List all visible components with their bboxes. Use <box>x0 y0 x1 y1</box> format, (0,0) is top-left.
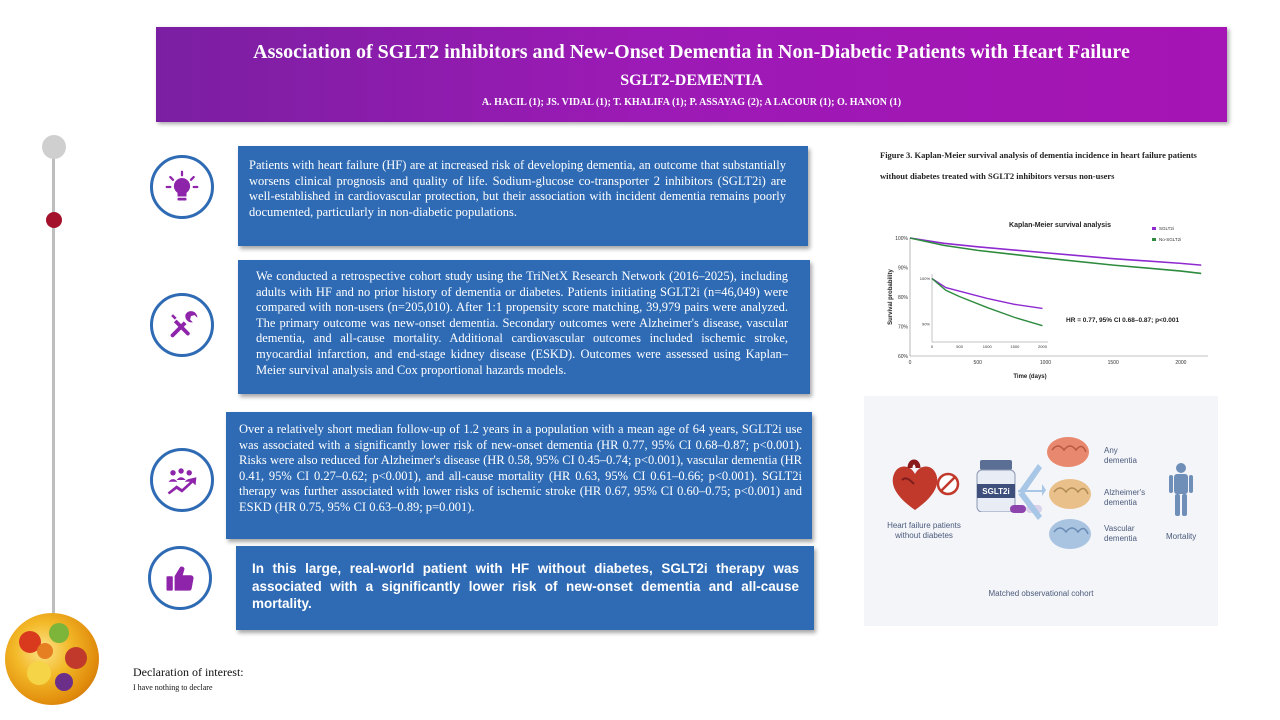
growth-chart-icon <box>164 462 200 498</box>
cohort-label: Matched observational cohort <box>988 589 1094 598</box>
x-tick-label: 2000 <box>1175 360 1187 366</box>
legend-swatch <box>1152 227 1156 230</box>
y-tick-label: 100% <box>895 236 908 242</box>
brain-icon-1 <box>1046 436 1090 468</box>
methods-icon-circle <box>150 293 214 357</box>
inset-y-tick-label: 100% <box>919 276 930 282</box>
mortality-label: Mortality <box>1166 532 1197 541</box>
inset-x-tick-label: 1000 <box>982 344 992 349</box>
outcome-any-dementia: Any dementia <box>1104 446 1137 465</box>
graphical-abstract <box>864 396 1218 626</box>
timeline-dot-grey <box>42 135 66 159</box>
no-sugar-icon <box>936 472 960 496</box>
series-line-no-sglt2i <box>910 238 1201 273</box>
tools-icon <box>164 307 200 343</box>
chart-main-plot <box>895 236 1208 366</box>
brain-icon-3 <box>1048 518 1092 550</box>
conclusion-icon-circle <box>148 546 212 610</box>
inset-x-tick-label: 1500 <box>1010 344 1020 349</box>
legend-label: No-SGLT2i <box>1159 237 1182 242</box>
drug-label: SGLT2i <box>982 487 1010 496</box>
kaplan-meier-chart <box>870 212 1230 382</box>
timeline-dot-red <box>46 212 62 228</box>
inset-series-line-no-sglt2i <box>932 279 1042 326</box>
results-icon-circle <box>150 448 214 512</box>
y-tick-label: 80% <box>897 295 908 301</box>
legend-label: SGLT2i <box>1159 226 1174 231</box>
declaration-text: I have nothing to declare <box>133 683 213 692</box>
x-tick-label: 1500 <box>1107 360 1119 366</box>
outcome-vascular-dementia: Vascular dementia <box>1104 524 1137 543</box>
x-tick-label: 0 <box>908 360 912 366</box>
conclusion-panel <box>236 546 814 630</box>
outcome-alzheimers: Alzheimer's dementia <box>1104 488 1146 507</box>
introduction-icon-circle <box>150 155 214 219</box>
poster-authors: A. HACIL (1); JS. VIDAL (1); T. KHALIFA (1); P. ASSAYAG (2); A LACOUR (1); O. HANON (1) <box>481 97 902 108</box>
chart-annotation: HR = 0.77, 95% CI 0.68–0.87; p<0.001 <box>1066 317 1180 324</box>
declaration-title: Declaration of interest: <box>133 665 244 679</box>
human-figure-icon <box>1168 462 1194 518</box>
chart-title: Kaplan-Meier survival analysis <box>1009 222 1111 229</box>
inset-x-tick-label: 500 <box>956 344 963 349</box>
lightbulb-icon <box>164 169 200 205</box>
outcome-arrows <box>1016 450 1046 530</box>
header-banner <box>156 27 1227 122</box>
figure-caption <box>880 145 1240 187</box>
methods-panel <box>238 260 810 394</box>
chart-ylabel: Survival probability <box>888 269 894 325</box>
y-tick-label: 90% <box>897 265 908 272</box>
chart-legend <box>1152 226 1181 242</box>
introduction-panel <box>238 146 808 246</box>
x-tick-label: 500 <box>973 360 982 366</box>
chart-inset-plot <box>920 274 1048 349</box>
brain-icon-2 <box>1048 478 1092 510</box>
thumbs-up-icon <box>162 560 198 596</box>
heart-icon <box>890 458 940 514</box>
conclusion-text: In this large, real-world patient with HF without diabetes, SGLT2i therapy was associated with a significantly lower risk of new-onset dementia and all-cause mortality. <box>252 561 799 611</box>
patients-label: Heart failure patients without diabetes <box>887 521 961 540</box>
figure-caption-line-2: without diabetes treated with SGLT2 inhibitors versus non-users <box>880 171 1115 181</box>
inset-y-tick-label: 90% <box>921 321 930 327</box>
poster-subtitle: SGLT2-DEMENTIA <box>620 72 763 89</box>
series-line-sglt2i <box>910 238 1201 265</box>
results-panel <box>226 412 812 539</box>
poster-title: Association of SGLT2 inhibitors and New-Onset Dementia in Non-Diabetic Patients with Heart Failure <box>253 41 1130 63</box>
inset-x-tick-label: 0 <box>930 344 934 349</box>
inset-series-line-sglt2i <box>932 279 1042 309</box>
y-tick-label: 70% <box>897 324 908 331</box>
declaration <box>133 665 244 692</box>
methods-text: We conducted a retrospective cohort study using the TriNetX Research Network (2016–2025), including adults with HF and no prior history of dementia or diabetes. Patients initiating SGLT2i (n=46,049) were compared with non-users (n=205,010). After 1:1 propensity score matching, 39,979 pairs were analyzed. The primary outcome was new-onset dementia. Secondary outcomes were Alzheimer's disease, vascular dementia, and all-cause mortality. Additional cardiovascular outcomes included ischemic stroke, myocardial infarction, and end-stage kidney disease (ESKD). Outcomes were assessed using Kaplan–Meier survival analysis and Cox proportional hazards models. <box>256 269 788 377</box>
legend-swatch <box>1152 238 1156 241</box>
results-text: Over a relatively short median follow-up of 1.2 years in a population with a mean age of 64 years, SGLT2i use was associated with a significantly lower risk of new-onset dementia (HR 0.77, 95% CI 0.68–0.87; p<0.001). Risks were also reduced for Alzheimer's disease (HR 0.58, 95% CI 0.45–0.74; p<0.001), vascular dementia (HR 0.41, 95% CI 0.27–0.62; p<0.001), and all-cause mortality (HR 0.63, 95% CI 0.61–0.66; p<0.001). SGLT2i therapy was further associated with lower risks of ischemic stroke (HR 0.67, 95% CI 0.60–0.75; p<0.001) and ESKD (HR 0.75, 95% CI 0.63–0.89; p=0.001). <box>239 422 802 514</box>
chart-xlabel: Time (days) <box>1013 374 1047 380</box>
y-tick-label: 60% <box>897 354 908 360</box>
figure-caption-line-1: Figure 3. Kaplan-Meier survival analysis of dementia incidence in heart failure patients <box>880 150 1197 160</box>
introduction-text: Patients with heart failure (HF) are at increased risk of developing dementia, an outcome that substantially worsens clinical prognosis and quality of life. Sodium-glucose co-transporter 2 inhibitors (SGLT2i) are well-established in cardiovascular protection, but their association with incident dementia remains poorly documented, particularly in non-diabetic populations. <box>249 158 786 219</box>
fruit-bowl-logo <box>5 613 99 705</box>
inset-x-tick-label: 2000 <box>1038 344 1047 349</box>
x-tick-label: 1000 <box>1039 360 1052 366</box>
